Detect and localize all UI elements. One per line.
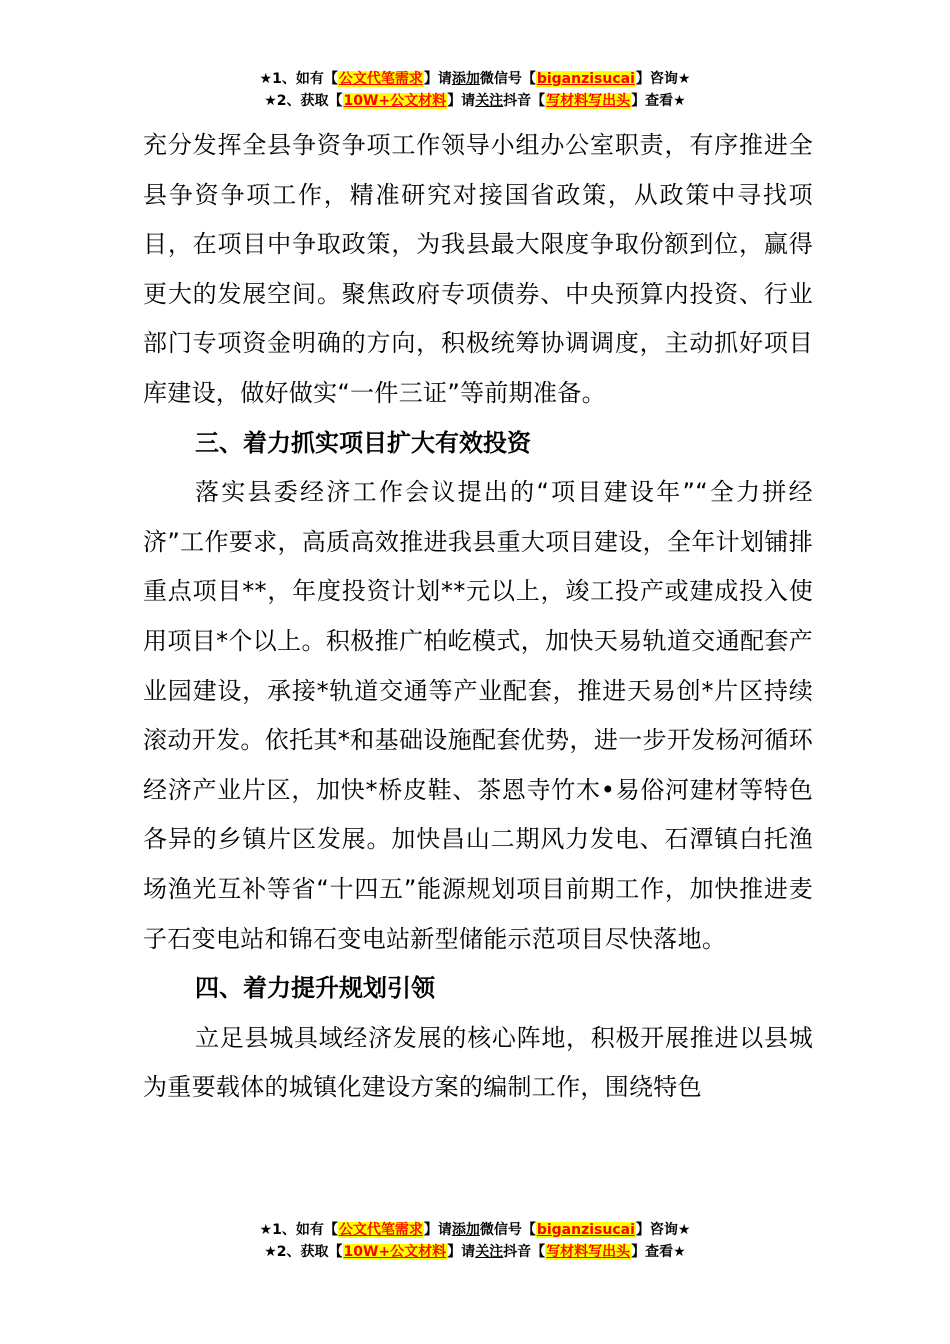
banner-line-1: ★1、如有【公文代笔需求】请添加微信号【biganzisucai】咨询★ — [259, 71, 691, 87]
highlight-materials: 10W+公文材料 — [343, 1244, 447, 1260]
footer-banner — [0, 1219, 950, 1263]
document-body — [143, 121, 813, 1113]
highlight-douyin: 写材料写出头 — [546, 1244, 631, 1260]
highlight-wechat-id: biganzisucai — [536, 71, 635, 87]
banner-line-2: ★2、获取【10W+公文材料】请关注抖音【写材料写出头】查看★ — [264, 1244, 686, 1260]
banner-line-2: ★2、获取【10W+公文材料】请关注抖音【写材料写出头】查看★ — [264, 93, 686, 109]
header-banner — [0, 68, 950, 112]
paragraph-2: 落实县委经济工作会议提出的“项目建设年”“全力拼经济”工作要求，高质高效推进我县重大项目建设，全年计划铺排重点项目**，年度投资计划**元以上，竣工投产或建成投入使用项目*个以上。积极推广柏屹模式，加快天易轨道交通配套产业园建设，承接*轨道交通等产业配套，推进天易创*片区持续滚动开发。依托其*和基础设施配套优势，进一步开发杨河循环经济产业片区，加快*桥皮鞋、茶恩寺竹木•易俗河建材等特色各异的乡镇片区发展。加快昌山二期风力发电、石潭镇白托渔场渔光互补等省“十四五”能源规划项目前期工作，加快推进麦子石变电站和锦石变电站新型储能示范项目尽快落地。 — [143, 478, 813, 953]
highlight-douyin: 写材料写出头 — [546, 93, 631, 109]
highlight-materials: 10W+公文材料 — [343, 93, 447, 109]
highlight-service: 公文代笔需求 — [338, 1222, 423, 1238]
highlight-service: 公文代笔需求 — [338, 71, 423, 87]
highlight-wechat-id: biganzisucai — [536, 1222, 635, 1238]
banner-line-1: ★1、如有【公文代笔需求】请添加微信号【biganzisucai】咨询★ — [259, 1222, 691, 1238]
section-heading-4: 四、着力提升规划引领 — [195, 974, 435, 1003]
paragraph-1: 充分发挥全县争资争项工作领导小组办公室职责，有序推进全县争资争项工作，精准研究对接国省政策，从政策中寻找项目，在项目中争取政策，为我县最大限度争取份额到位，赢得更大的发展空间。聚焦政府专项债券、中央预算内投资、行业部门专项资金明确的方向，积极统筹协调调度，主动抓好项目库建设，做好做实“一件三证”等前期准备。 — [143, 131, 813, 407]
section-heading-3: 三、着力抓实项目扩大有效投资 — [195, 428, 531, 457]
paragraph-3: 立足县城具域经济发展的核心阵地，积极开展推进以县城为重要载体的城镇化建设方案的编制工作，围绕特色 — [143, 1023, 813, 1102]
